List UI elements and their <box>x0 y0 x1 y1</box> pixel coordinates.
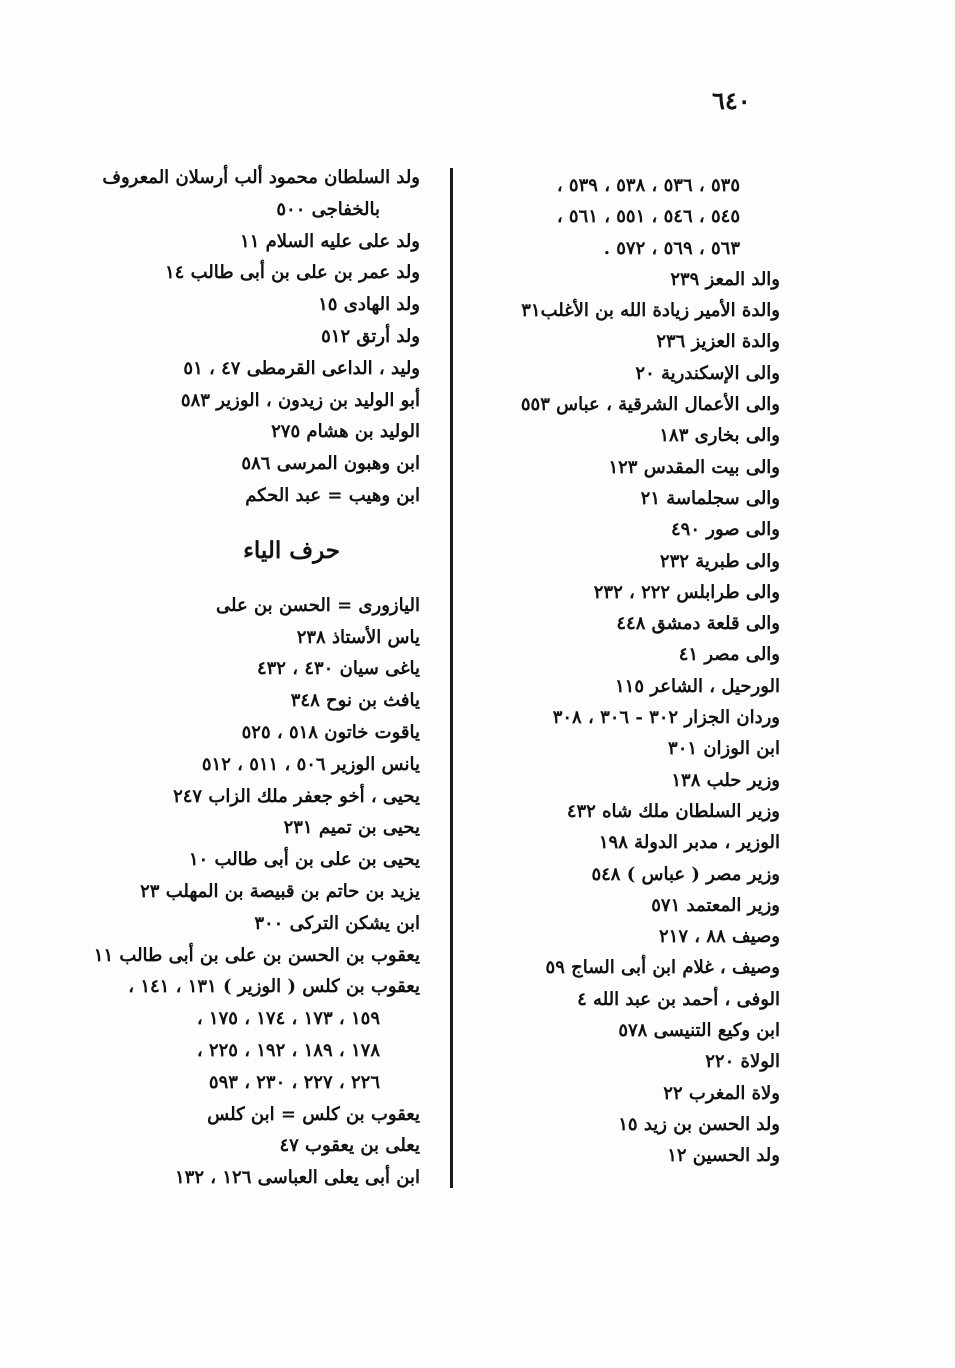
index-entry: الولاة ٢٢٠ <box>705 1051 780 1073</box>
index-entry: ابن يشكن التركى ٣٠٠ <box>254 912 420 934</box>
index-entry: يعقوب بن الحسن بن على بن أبى طالب ١١ <box>93 944 420 966</box>
index-entry: والى صور ٤٩٠ <box>670 519 780 541</box>
index-entry: والى طبرية ٢٣٢ <box>659 550 780 572</box>
index-entry: يحيى بن على بن أبى طالب ١٠ <box>188 849 420 871</box>
index-entry: ولاة المغرب ٢٢ <box>663 1082 780 1104</box>
index-entry: ولد أرتق ٥١٢ <box>321 325 420 347</box>
index-entry: ٥٦٣ ، ٥٦٩ ، ٥٧٢ . <box>603 237 740 259</box>
index-entry: ابن الوزان ٣٠١ <box>668 738 780 760</box>
index-entry: الوزير ، مدبر الدولة ١٩٨ <box>598 832 780 854</box>
left-index-column <box>93 162 420 1194</box>
index-entry: والى الأعمال الشرقية ، عباس ٥٥٣ <box>520 394 780 416</box>
index-entry: ابن وهبون المرسى ٥٨٦ <box>241 453 420 475</box>
index-entry: وزير حلب ١٣٨ <box>671 769 780 791</box>
index-entry: والى سجلماسة ٢١ <box>640 487 780 509</box>
index-entry: ابن وهيب = عبد الحكم <box>245 484 420 506</box>
index-entry: يحيى ، أخو جعفر ملك الزاب ٢٤٧ <box>173 785 420 807</box>
index-entry: والدة الأمير زيادة الله بن الأغلب٣١ <box>521 300 780 322</box>
index-entry: ياغى سيان ٤٣٠ ، ٤٣٢ <box>256 658 420 680</box>
index-entry: الوليد بن هشام ٢٧٥ <box>271 421 420 443</box>
index-entry: ٥٣٥ ، ٥٣٦ ، ٥٣٨ ، ٥٣٩ ، <box>556 175 740 196</box>
index-entry: وزير مصر ( عباس ) ٥٤٨ <box>591 863 780 885</box>
index-entry: يحيى بن تميم ٢٣١ <box>283 817 420 839</box>
index-entry: يعقوب بن كلس ( الوزير ) ١٣١ ، ١٤١ ، <box>128 976 420 998</box>
index-entry: والدة العزيز ٢٣٦ <box>656 331 780 353</box>
index-entry: والى مصر ٤١ <box>678 644 780 666</box>
left-index-entries-top <box>102 162 420 512</box>
index-entry: الورحيل ، الشاعر ١١٥ <box>615 675 780 697</box>
index-entry: والى بيت المقدس ١٢٣ <box>608 456 780 478</box>
index-entry: أبو الوليد بن زيدون ، الوزير ٥٨٣ <box>180 389 420 411</box>
index-entry: ولد الحسن بن زيد ١٥ <box>618 1113 780 1135</box>
column-divider <box>450 168 453 1188</box>
index-entry: ٢٢٦ ، ٢٢٧ ، ٢٣٠ ، ٥٩٣ <box>208 1071 380 1093</box>
index-entry: ولد الهادى ١٥ <box>318 294 420 316</box>
index-entry: ياس الأستاذ ٢٣٨ <box>296 626 420 648</box>
index-entry: والى الإسكندرية ٢٠ <box>635 362 780 384</box>
index-entry: والى طرابلس ٢٢٢ ، ٢٣٢ <box>593 581 780 603</box>
left-index-entries-bottom <box>93 590 420 1194</box>
page-number: ٦٤٠ <box>712 86 751 115</box>
index-entry: بالخفاجى ٥٠٠ <box>276 198 380 220</box>
index-entry: يانس الوزير ٥٠٦ ، ٥١١ ، ٥١٢ <box>201 753 420 775</box>
index-entry: والد المعز ٢٣٩ <box>670 268 780 290</box>
index-entry: اليازورى = الحسن بن على <box>216 594 420 616</box>
index-entry: وزير السلطان ملك شاه ٤٣٢ <box>566 800 780 822</box>
index-entry: وزير المعتمد ٥٧١ <box>651 894 780 916</box>
index-entry: يعلى بن يعقوب ٤٧ <box>279 1135 420 1157</box>
index-entry: ٥٤٥ ، ٥٤٦ ، ٥٥١ ، ٥٦١ ، <box>556 206 740 228</box>
section-heading-ya: حرف الياء <box>243 536 340 564</box>
index-entry: وصيف ، غلام ابن أبى الساج ٥٩ <box>545 957 780 979</box>
index-entry: والى قلعة دمشق ٤٤٨ <box>616 613 780 635</box>
index-entry: ياقوت خاتون ٥١٨ ، ٥٢٥ <box>241 721 420 743</box>
index-entry: وردان الجزار ٣٠٢ - ٣٠٦ ، ٣٠٨ <box>552 707 780 729</box>
index-entry: يعقوب بن كلس = ابن كلس <box>207 1103 420 1125</box>
index-entry: يزيد بن حاتم بن قبيصة بن المهلب ٢٣ <box>140 880 420 902</box>
index-entry: وصيف ٨٨ ، ٢١٧ <box>658 926 780 948</box>
index-entry: ابن وكيع التنيسى ٥٧٨ <box>618 1020 780 1042</box>
index-entry: وليد ، الداعى القرمطى ٤٧ ، ٥١ <box>183 357 420 379</box>
index-entry: ولد على عليه السلام ١١ <box>240 230 420 252</box>
index-entry: يافث بن نوح ٣٤٨ <box>290 690 420 712</box>
index-entry: ولد السلطان محمود ألب أرسلان المعروف <box>102 167 420 188</box>
index-entry: ولد عمر بن على بن أبى طالب ١٤ <box>164 262 420 284</box>
index-entry: الوفى ، أحمد بن عبد الله ٤ <box>577 988 780 1010</box>
index-entry: ١٥٩ ، ١٧٣ ، ١٧٤ ، ١٧٥ ، <box>196 1008 380 1030</box>
index-entry: ابن أبى يعلى العباسى ١٢٦ ، ١٣٢ <box>175 1167 420 1189</box>
right-index-column <box>480 170 780 1172</box>
index-entry: والى بخارى ١٨٣ <box>659 425 780 447</box>
index-entry: ١٧٨ ، ١٨٩ ، ١٩٢ ، ٢٢٥ ، <box>196 1039 380 1061</box>
index-entry: ولد الحسين ١٢ <box>667 1145 780 1167</box>
